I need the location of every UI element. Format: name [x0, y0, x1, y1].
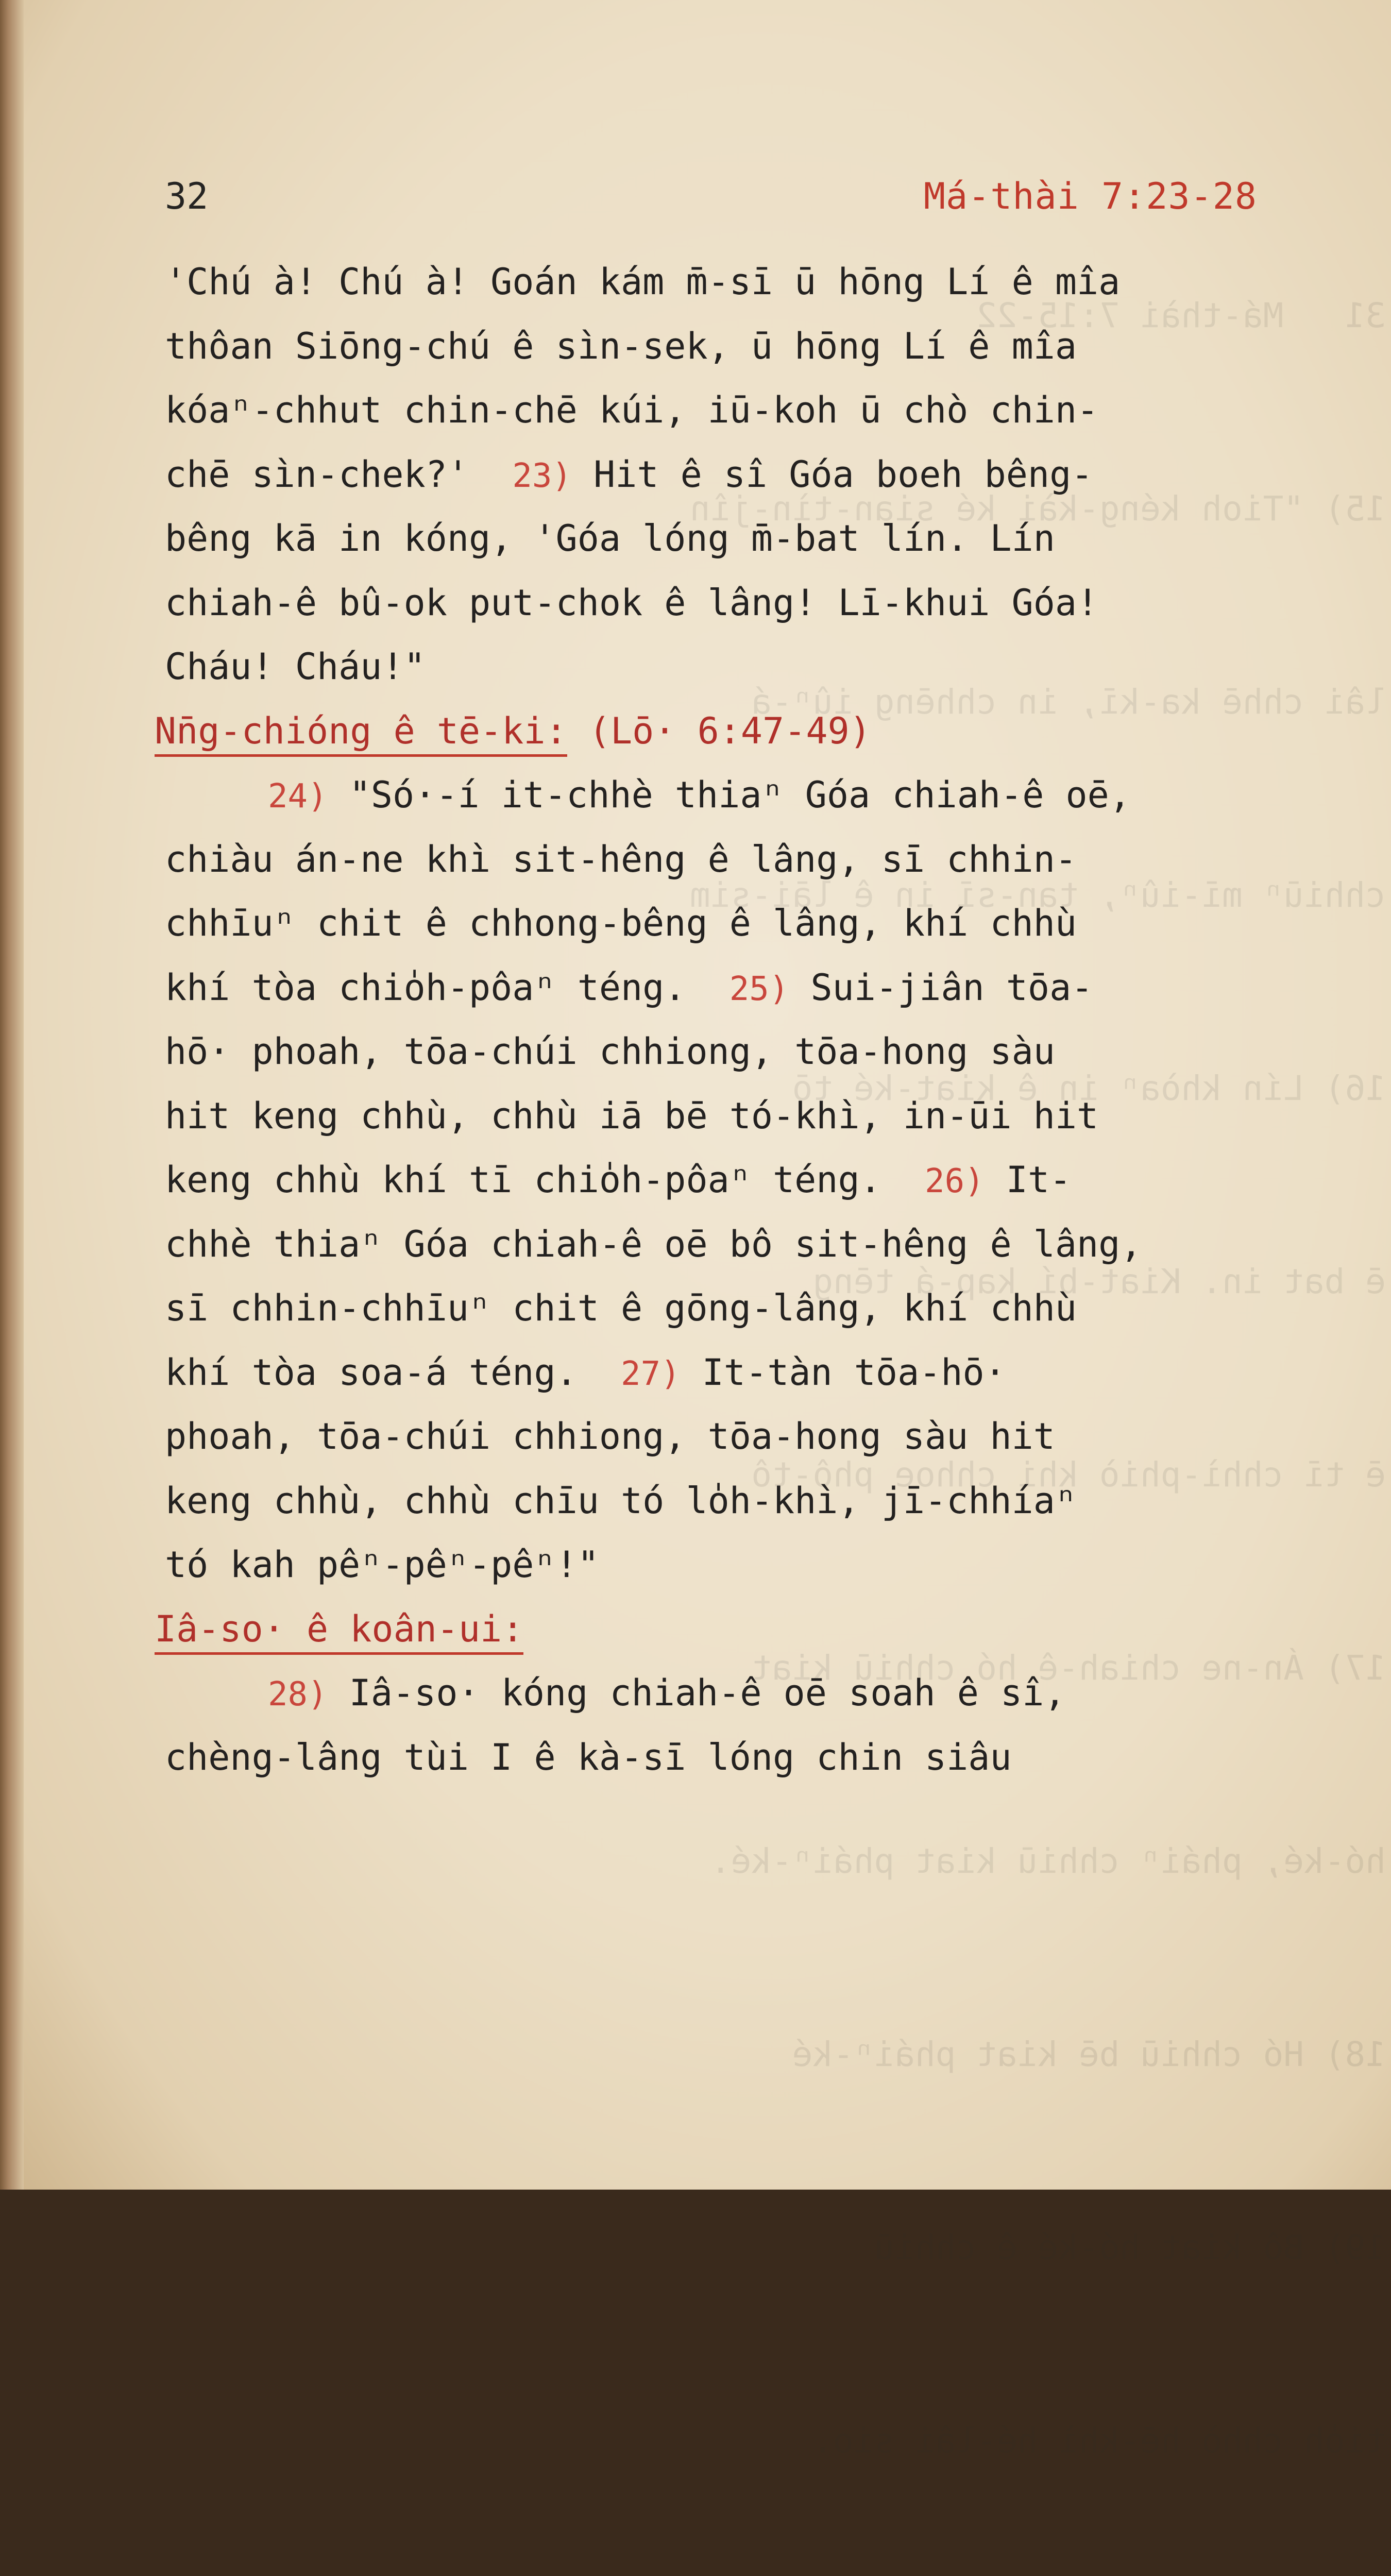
text-fragment: Sui-jiân tōa- [810, 966, 1093, 1009]
text-fragment: It-tàn tōa-hō· [702, 1351, 1006, 1394]
cross-reference: (Lō· 6:47-49) [588, 709, 871, 752]
text-fragment: It- [1006, 1159, 1072, 1201]
ghost-line: hó-ké, pháiⁿ chhiū kiat pháiⁿ-ké. [710, 1841, 1386, 1881]
text-line: chhīuⁿ chit ê chhong-bêng ê lâng, khí chhù [165, 902, 1077, 944]
text-fragment: Hit ê sî Góa boeh bêng- [593, 453, 1093, 496]
text-line [165, 443, 1360, 507]
text-line: bêng kā in kóng, 'Góa lóng m̄-bat lín. Lín [165, 517, 1055, 560]
section-heading: Iâ-so· ê koân-ui: [155, 1608, 523, 1655]
page-header [165, 175, 1257, 232]
verse-number: 24) [268, 777, 328, 816]
text-line: chiah-ê bû-ok put-chok ê lâng! Lī-khui Góa! [165, 581, 1099, 624]
text-fragment: chē sìn-chek?' [165, 453, 469, 496]
text-fragment: khí tòa chio̍h-pôaⁿ téng. [165, 966, 686, 1009]
text-line [165, 763, 1360, 827]
verse-number: 23) [512, 456, 572, 495]
text-line: chèng-lâng tùi I ê kà-sī lóng chin siâu [165, 1736, 1012, 1778]
text-fragment: khí tòa soa-á téng. [165, 1351, 578, 1394]
text-line: hit keng chhù, chhù iā bē tó-khì, in-ūi hit [165, 1094, 1099, 1137]
book-spine [0, 0, 24, 2190]
verse-number: 27) [621, 1354, 681, 1393]
ghost-line: 31 Má-thài 7:15-22 [976, 296, 1386, 335]
ghost-line: ē bat in. Kiat-bí kap-á tēng [812, 1262, 1386, 1301]
ghost-line: 15) "Tioh kéng-kài ké sian-tìn-jîn [689, 489, 1386, 529]
text-fragment: "Só·-í it-chhè thiaⁿ Góa chiah-ê oē, [349, 774, 1131, 816]
verse-number: 26) [925, 1162, 985, 1200]
text-line: Cháu! Cháu!" [165, 646, 426, 688]
section-heading-line [155, 699, 1360, 764]
text-line: tó kah pêⁿ-pêⁿ-pêⁿ!" [165, 1544, 599, 1586]
text-line: sī chhin-chhīuⁿ chit ê gōng-lâng, khí chhù [165, 1287, 1077, 1329]
running-title: Má-thài 7:23-28 [923, 175, 1257, 217]
text-line: chiàu án-ne khì sit-hêng ê lâng, sī chhin- [165, 838, 1077, 880]
ghost-line: ē tī chhì-phiò khi chhoe phô-tô [751, 1455, 1386, 1495]
verse-number: 25) [729, 970, 789, 1008]
section-heading: Nn̄g-chióng ê tē-ki: [155, 710, 567, 757]
ghost-line: chhiūⁿ mī-iûⁿ, tan-sī in ê lāi-sim [689, 875, 1386, 915]
text-line [165, 1661, 1360, 1725]
ghost-line: 17) Án-ne chiah-ê hó chhiū kiat [751, 1648, 1386, 1688]
verse-number: 28) [268, 1675, 328, 1714]
ghost-line: lâi chhē ka-kī, in chhēng iûⁿ-á [751, 682, 1386, 722]
ghost-line: 18) Hó chhiū bē kiat pháiⁿ-ké [792, 2035, 1386, 2074]
text-line: thôan Siōng-chú ê sìn-sek, ū hōng Lí ê mîa [165, 325, 1077, 367]
text-line: kóaⁿ-chhut chin-chē kúi, iū-koh ū chò chin- [165, 389, 1099, 431]
text-line [165, 1148, 1360, 1212]
text-line: hō· phoah, tōa-chúi chhiong, tōa-hong sàu [165, 1030, 1055, 1073]
text-line: 'Chú à! Chú à! Goán kám m̄-sī ū hōng Lí ê mîa [165, 261, 1121, 303]
text-line: keng chhù, chhù chīu tó lo̍h-khì, jī-chhíaⁿ [165, 1479, 1077, 1522]
text-line: phoah, tōa-chúi chhiong, tōa-hong sàu hit [165, 1415, 1055, 1458]
text-fragment: keng chhù khí tī chio̍h-pôaⁿ téng. [165, 1159, 881, 1201]
body-text [155, 250, 1360, 1789]
ghost-line: 16) Lín khòaⁿ in ê kiat-ké tō [792, 1069, 1386, 1108]
ghost-line: 19) Bô kiat hó-ké ê chhiū [874, 2228, 1386, 2267]
text-line [165, 1341, 1360, 1405]
text-line [165, 956, 1360, 1020]
text-line: chhè thiaⁿ Góa chiah-ê oē bô sit-hêng ê lâng, [165, 1223, 1142, 1265]
page-number: 32 [165, 175, 209, 217]
ghost-line: tio̍h chhò hē-khì hé-lâi sio. [812, 2421, 1386, 2461]
section-heading-line [155, 1597, 1360, 1662]
text-fragment: Iâ-so· kóng chiah-ê oē soah ê sî, [349, 1672, 1066, 1714]
